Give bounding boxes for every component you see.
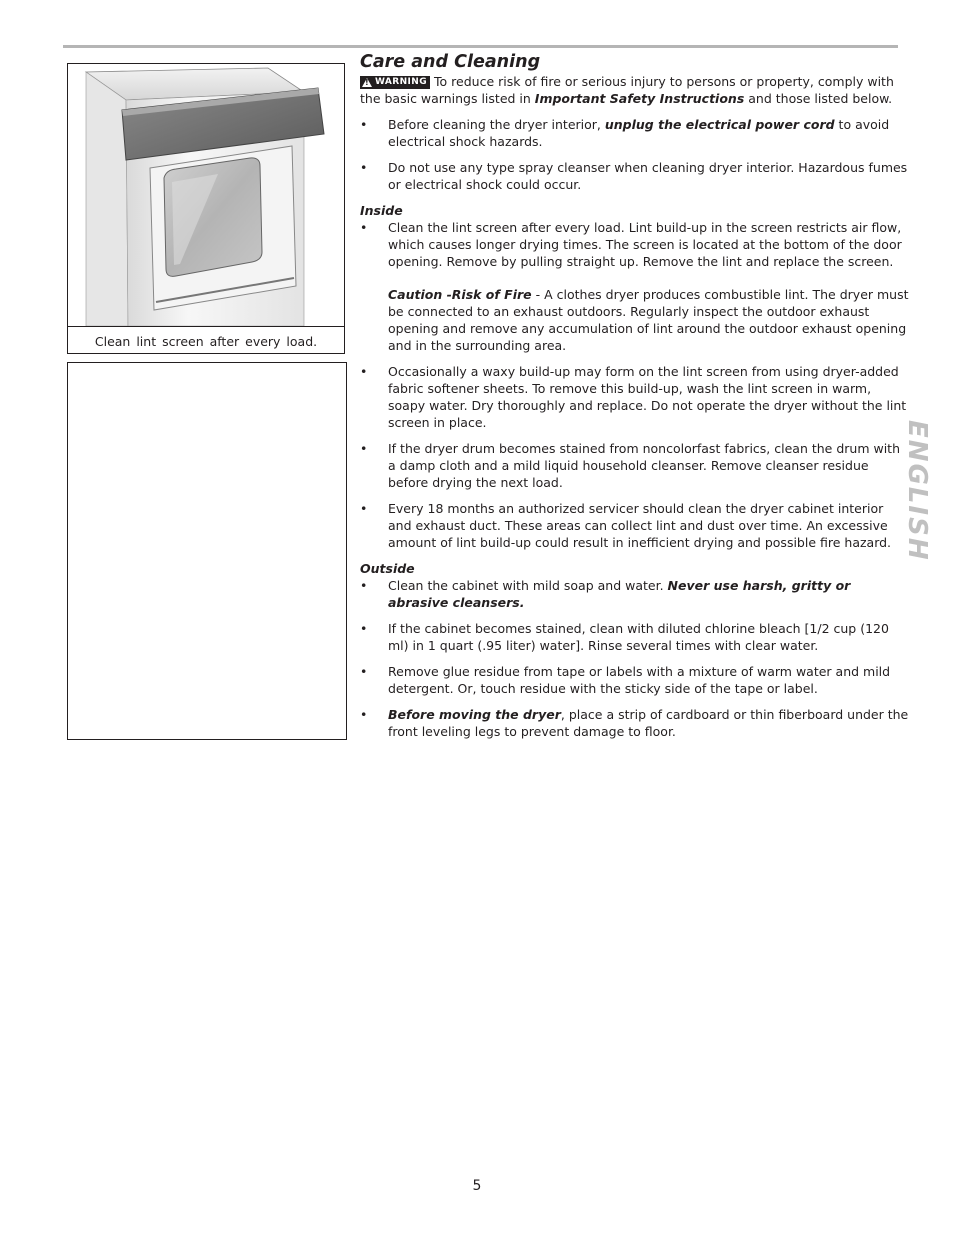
- bullet-glyph: •: [360, 501, 368, 516]
- bullet-pre: Clean the cabinet with mild soap and water.: [388, 578, 664, 593]
- warning-emph: Important Safety Instructions: [534, 91, 745, 106]
- inside-heading: Inside: [360, 203, 403, 218]
- list-item: [360, 440, 910, 491]
- list-item: [360, 663, 910, 697]
- warning-badge-label: WARNING: [375, 77, 428, 87]
- bullet-text: Clean the lint screen after every load. Lint build-up in the screen restricts air flow, which causes longer drying times. The screen is located at the bottom of the door opening. Remove by pulling straight up. Remove the lint and replace the screen.: [388, 220, 902, 269]
- page-number: 5: [472, 1178, 482, 1194]
- warning-paragraph: [360, 73, 910, 107]
- figure-caption: Clean lint screen after every load.: [94, 334, 318, 349]
- caption-divider: [68, 326, 344, 327]
- caution-text: - A clothes dryer produces combustible lint. The dryer must be connected to an exhaust outdoors. Regularly inspect the outdoor exhaust opening and remove any accumulation of lint around the outdoor exhaust opening and in the surrounding area.: [388, 287, 909, 353]
- inside-bullets: [360, 219, 910, 270]
- outside-heading: Outside: [360, 561, 415, 576]
- bullet-emph: Before moving the dryer: [388, 707, 561, 722]
- inside-bullets-more: [360, 363, 910, 551]
- bullet-post: , place a strip of cardboard or thin fiberboard under the front leveling legs to prevent damage to floor.: [388, 707, 909, 739]
- bullet-glyph: •: [360, 220, 368, 235]
- bullet-glyph: •: [360, 664, 368, 679]
- bullet-text: If the cabinet becomes stained, clean with diluted chlorine bleach [1/2 cup (120 ml) in 1 quart (.95 liter) water]. Rinse several times with clear water.: [388, 621, 889, 653]
- bullet-text: Occasionally a waxy build-up may form on the lint screen from using dryer-added fabric softener sheets. To remove this build-up, wash the lint screen in warm, soapy water. Dry thoroughly and replace. Do not operate the dryer without the lint screen in place.: [388, 364, 907, 430]
- warning-text-1: To reduce risk of fire or serious injury to persons or property, comply with the basic warnings listed in: [360, 74, 894, 106]
- list-item: [360, 706, 910, 740]
- bullet-post: to avoid electrical shock hazards.: [388, 117, 890, 149]
- bullet-text: Every 18 months an authorized servicer should clean the dryer cabinet interior and exhaust duct. These areas can collect lint and dust over time. An excessive amount of lint build-up could result in inefficient drying and possible fire hazard.: [388, 501, 892, 550]
- section-title: Care and Cleaning: [360, 52, 541, 72]
- top-rule: [63, 45, 898, 48]
- intro-bullets: [360, 116, 910, 193]
- list-item: [360, 500, 910, 551]
- care-and-cleaning-section: [360, 51, 910, 740]
- bullet-text: Do not use any type spray cleanser when cleaning dryer interior. Hazardous fumes or electrical shock could occur.: [388, 160, 908, 192]
- bullet-text: Remove glue residue from tape or labels with a mixture of warm water and mild detergent. Or, touch residue with the sticky side of the tape or label.: [388, 664, 891, 696]
- bullet-glyph: •: [360, 707, 368, 722]
- caution-paragraph: [360, 286, 910, 354]
- list-item: [360, 116, 910, 150]
- bullet-pre: Before cleaning the dryer interior,: [388, 117, 601, 132]
- empty-figure-frame: [67, 362, 347, 740]
- bullet-glyph: •: [360, 160, 368, 175]
- list-item: [360, 363, 910, 431]
- bullet-glyph: •: [360, 117, 368, 132]
- dryer-illustration: [68, 64, 344, 326]
- lint-screen-figure: [67, 63, 345, 354]
- language-side-tab: ENGLISH: [902, 420, 932, 562]
- bullet-emph: unplug the electrical power cord: [604, 117, 835, 132]
- warning-triangle-icon: [362, 78, 372, 87]
- list-item: [360, 620, 910, 654]
- caution-emph: Caution -Risk of Fire: [388, 287, 532, 302]
- bullet-text: If the dryer drum becomes stained from noncolorfast fabrics, clean the drum with a damp cloth and a mild liquid household cleanser. Remove cleanser residue before drying the next load.: [388, 441, 900, 490]
- warning-badge: [360, 76, 430, 89]
- bullet-glyph: •: [360, 621, 368, 636]
- bullet-glyph: •: [360, 578, 368, 593]
- bullet-glyph: •: [360, 441, 368, 456]
- list-item: [360, 577, 910, 611]
- bullet-emph: Never use harsh, gritty or abrasive cleansers.: [388, 578, 851, 610]
- list-item: [360, 219, 910, 270]
- list-item: [360, 159, 910, 193]
- warning-text-2: and those listed below.: [748, 91, 893, 106]
- bullet-glyph: •: [360, 364, 368, 379]
- outside-bullets: [360, 577, 910, 740]
